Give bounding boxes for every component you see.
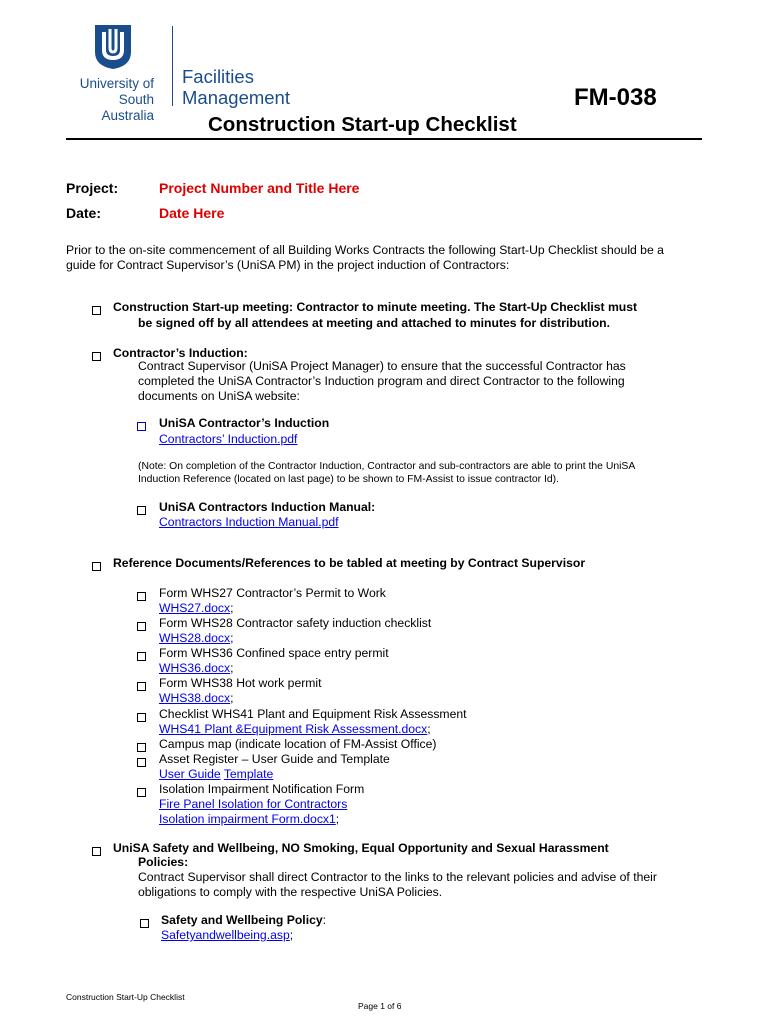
date-value[interactable]: Date Here [159, 205, 225, 221]
s2-sub1-title: UniSA Contractor’s Induction [159, 416, 330, 430]
induction-manual-link[interactable]: Contractors Induction Manual.pdf [159, 515, 339, 529]
checkbox-icon[interactable] [92, 302, 104, 314]
ref-item-text: Form WHS38 Hot work permit [159, 676, 322, 690]
title-rule [66, 138, 702, 140]
ref-item-text: Asset Register – User Guide and Template [159, 752, 390, 766]
intro-line1: Prior to the on-site commencement of all Building Works Contracts the following Start-Up Checklist should be a [66, 243, 664, 257]
ref-item-text: Isolation Impairment Notification Form [159, 782, 365, 796]
s4-sub1-title-line: Safety and Wellbeing Policy: [161, 913, 327, 927]
checkbox-icon[interactable] [92, 348, 104, 360]
document-title: Construction Start-up Checklist [208, 113, 517, 136]
safety-policy-title: Safety and Wellbeing Policy [161, 913, 323, 927]
department-name [182, 66, 290, 108]
ref-item-text: Checklist WHS41 Plant and Equipment Risk Assessment [159, 707, 467, 721]
s1-line2: be signed off by all attendees at meeting and attached to minutes for distribution. [138, 316, 610, 330]
whs36-link[interactable]: WHS36.docx [159, 661, 231, 675]
ref-item-link-line: WHS27.docx; [159, 601, 234, 615]
s2-sub2-title: UniSA Contractors Induction Manual: [159, 500, 376, 514]
checkbox-icon[interactable] [140, 915, 152, 927]
s2-heading: Contractor’s Induction: [113, 346, 248, 360]
s4-body2: obligations to comply with the respective UniSA Policies. [138, 885, 443, 899]
department-line1: Facilities [182, 66, 254, 87]
s2-note-line1: (Note: On completion of the Contractor Induction, Contractor and sub-contractors are able to print the UniSA [138, 461, 636, 472]
footer-title: Construction Start-Up Checklist [66, 992, 185, 1002]
checkbox-icon[interactable] [137, 588, 149, 600]
ref-item-link-line: WHS41 Plant &Equipment Risk Assessment.docx; [159, 722, 431, 736]
user-guide-link[interactable]: User Guide [159, 767, 221, 781]
s3-heading: Reference Documents/References to be tabled at meeting by Contract Supervisor [113, 556, 586, 570]
checkbox-icon[interactable] [92, 558, 104, 570]
whs38-link[interactable]: WHS38.docx [159, 691, 231, 705]
date-label: Date: [66, 205, 102, 221]
s1-line1: Construction Start-up meeting: Contractor to minute meeting. The Start-Up Checklist must [113, 300, 638, 314]
project-value[interactable]: Project Number and Title Here [159, 180, 360, 196]
university-name [66, 76, 154, 124]
ref-item-link-line [159, 767, 273, 782]
ref-item-text: Campus map (indicate location of FM-Assist Office) [159, 737, 437, 751]
checkbox-icon[interactable] [137, 739, 149, 751]
whs41-link[interactable]: WHS41 Plant &Equipment Risk Assessment.docx [159, 722, 428, 736]
university-name-line2: South Australia [101, 92, 154, 123]
fire-panel-isolation-link[interactable]: Fire Panel Isolation for Contractors [159, 797, 348, 811]
checkbox-icon[interactable] [137, 418, 149, 430]
isolation-form-link[interactable]: Isolation impairment Form.docx1 [159, 812, 336, 826]
intro-line2: guide for Contract Supervisor’s (UniSA PM) in the project induction of Contractors: [66, 258, 510, 272]
s2-line3: documents on UniSA website: [138, 389, 300, 403]
checkbox-icon[interactable] [137, 709, 149, 721]
s4-line1: UniSA Safety and Wellbeing, NO Smoking, Equal Opportunity and Sexual Harassment [113, 841, 609, 855]
ref-item-text: Form WHS28 Contractor safety induction checklist [159, 616, 432, 630]
university-name-line1: University of [79, 76, 154, 91]
s2-note-line2: Induction Reference (located on last page) to be shown to FM-Assist to issue contractor Id). [138, 474, 560, 485]
project-label: Project: [66, 180, 119, 196]
whs28-link[interactable]: WHS28.docx [159, 631, 231, 645]
checkbox-icon[interactable] [137, 678, 149, 690]
form-code: FM-038 [574, 84, 657, 111]
unisa-logo-icon [94, 24, 132, 70]
s4-sub1-link-line: Safetyandwellbeing.asp; [161, 928, 294, 942]
s2-line1: Contract Supervisor (UniSA Project Manager) to ensure that the successful Contractor has [138, 359, 626, 373]
checkbox-icon[interactable] [137, 502, 149, 514]
department-line2: Management [182, 87, 290, 108]
safety-wellbeing-link[interactable]: Safetyandwellbeing.asp [161, 928, 290, 942]
ref-item-text: Form WHS27 Contractor’s Permit to Work [159, 586, 386, 600]
checkbox-icon[interactable] [137, 754, 149, 766]
contractors-induction-link[interactable]: Contractors’ Induction.pdf [159, 432, 298, 446]
checkbox-icon[interactable] [137, 618, 149, 630]
template-link[interactable]: Template [223, 767, 274, 781]
s4-line2: Policies: [138, 855, 189, 869]
ref-item-link-line: WHS38.docx; [159, 691, 234, 705]
s2-line2: completed the UniSA Contractor’s Induction program and direct Contractor to the following [138, 374, 625, 388]
ref-item-text: Form WHS36 Confined space entry permit [159, 646, 389, 660]
ref-item-link-line: Isolation impairment Form.docx1; [159, 812, 340, 826]
ref-item-link-line: WHS28.docx; [159, 631, 234, 645]
page-number: Page 1 of 6 [358, 1001, 402, 1011]
checkbox-icon[interactable] [137, 784, 149, 796]
s4-body1: Contract Supervisor shall direct Contractor to the links to the relevant policies and advise of their [138, 870, 657, 884]
checkbox-icon[interactable] [137, 648, 149, 660]
whs27-link[interactable]: WHS27.docx [159, 601, 231, 615]
logo-divider [172, 26, 173, 106]
checkbox-icon[interactable] [92, 843, 104, 855]
ref-item-link-line: WHS36.docx; [159, 661, 234, 675]
